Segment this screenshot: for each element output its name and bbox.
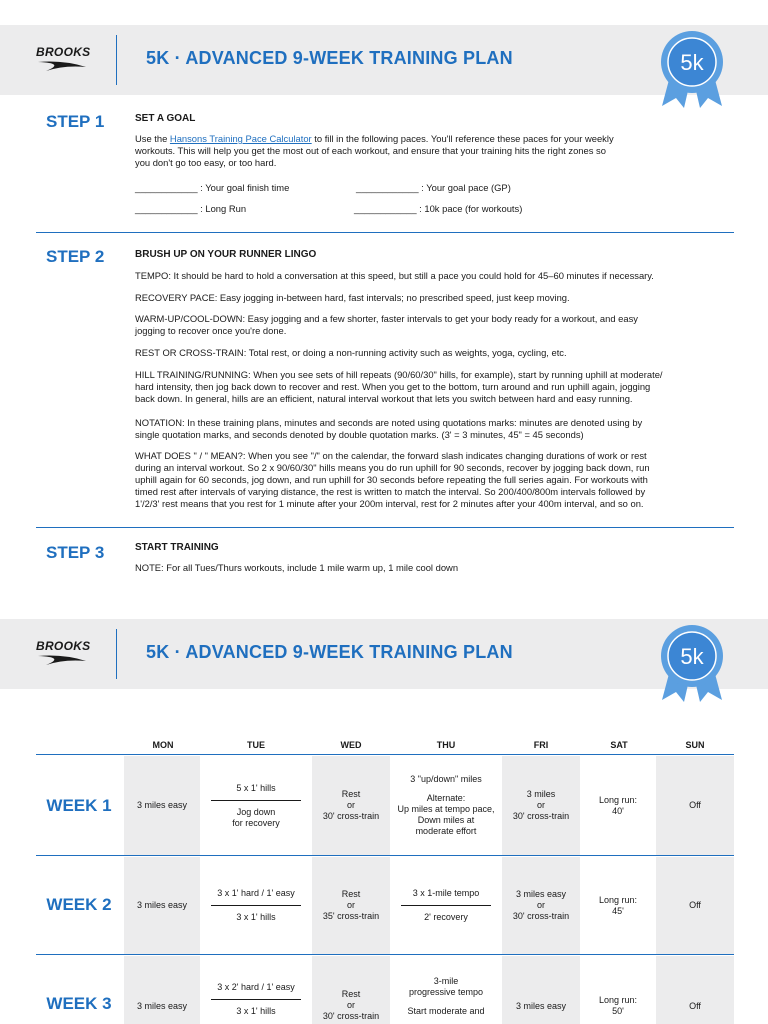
week3-sat: Long run: 50': [598, 995, 638, 1016]
5k-ribbon-badge-icon: [654, 30, 730, 108]
week3-wed: Rest or 30' cross-train: [312, 956, 390, 1024]
table-header-rule: [36, 754, 734, 755]
week1-wed: Rest or 30' cross-train: [312, 756, 390, 855]
col-tue: TUE: [247, 740, 265, 750]
step-1-intro: Use the Hansons Training Pace Calculator to fill in the following paces. You'll reference these paces for your weekly workouts. This will help you get the most out of each workout, and ensure that your training hits the right zones so you don't go too easy, or too hard.: [135, 133, 614, 168]
step-2-heading: BRUSH UP ON YOUR RUNNER LINGO: [135, 249, 317, 260]
section-divider: [36, 527, 734, 528]
svg-text:5k: 5k: [680, 50, 704, 75]
week2-fri: 3 miles easy or 30' cross-train: [502, 857, 580, 954]
warmup-definition: WARM-UP/COOL-DOWN: Easy jogging and a few shorter, faster intervals to get your body ready for a workout, and easy jogging to recover once you're done.: [135, 313, 638, 336]
page-title: 5K · ADVANCED 9-WEEK TRAINING PLAN: [146, 642, 513, 662]
long-run-field: ____________ : Long Run: [135, 203, 247, 214]
goal-finish-time-field: ____________ : Your goal finish time: [135, 182, 290, 193]
page-header-1: [0, 25, 768, 95]
week-row: [36, 857, 734, 954]
step-3-label: STEP 3: [46, 543, 105, 562]
week3-fri: 3 miles easy: [502, 956, 580, 1024]
week3-thu: 3-mile progressive tempo Start moderate and: [407, 976, 485, 1016]
brooks-chevron-icon: [36, 59, 92, 73]
week-divider: [36, 954, 734, 955]
week1-thu: 3 "up/down" miles Alternate: Up miles at tempo pace, Down miles at moderate effort: [397, 774, 495, 836]
col-sun: SUN: [685, 740, 705, 750]
week-divider: [36, 855, 734, 856]
week-label: WEEK 3: [46, 994, 112, 1013]
col-fri: FRI: [533, 740, 549, 750]
week2-mon: 3 miles easy: [124, 857, 200, 954]
week2-sat: Long run: 45': [598, 894, 638, 916]
week1-mon: 3 miles easy: [124, 756, 200, 855]
week2-wed: Rest or 35' cross-train: [312, 857, 390, 954]
brooks-logo: BROOKS: [36, 639, 96, 669]
week1-tue: 5 x 1' hills Jog down for recovery: [200, 756, 312, 855]
header-divider: [116, 35, 117, 85]
step-1-label: STEP 1: [46, 112, 105, 131]
week-label: WEEK 1: [46, 796, 112, 815]
week-row: [36, 756, 734, 855]
brooks-chevron-icon: [36, 653, 92, 667]
slash-definition: WHAT DOES " / " MEAN?: When you see "/" on the calendar, the forward slash indicates changing durations of work or rest during an interval workout. So 2 x 90/60/30" hills means you do run uphill for 90 seconds, recover by jogging back down, run uphill again for 60 seconds, jog down, and run uphill for 30 seconds before repeating the full series again. For workouts with timed rest after intervals of varying distance, the rest is written to match the interval. So 200/400/800m intervals followed by 1'/2/3' rest means that you rest for 1 minute after your 200m interval, rest for 2 minutes after your 400m interval, and so on.: [135, 450, 650, 509]
5k-ribbon-badge-icon: [654, 624, 730, 702]
step-3-note: NOTE: For all Tues/Thurs workouts, include 1 mile warm up, 1 mile cool down: [135, 562, 459, 573]
col-mon: MON: [152, 740, 174, 750]
week3-sun: Off: [656, 956, 734, 1024]
header-divider: [116, 629, 117, 679]
10k-pace-field: ____________ : 10k pace (for workouts): [354, 203, 523, 214]
week2-thu: 3 x 1-mile tempo 2' recovery: [390, 857, 502, 954]
week3-tue: 3 x 2' hard / 1' easy 3 x 1' hills: [200, 956, 312, 1024]
notation-definition: NOTATION: In these training plans, minutes and seconds are noted using quotations marks: minutes are denoted using by single quotation marks, and seconds denoted by double quotation marks. (3' = 3 minutes, 45" = 45 seconds): [135, 417, 643, 440]
week-row: [36, 956, 734, 1024]
tempo-definition: TEMPO: It should be hard to hold a conversation at this speed, but still a pace you could hold for 45–60 minutes if necessary.: [135, 270, 654, 281]
step-3-heading: START TRAINING: [135, 542, 219, 553]
col-wed: WED: [340, 740, 362, 750]
rest-definition: REST OR CROSS-TRAIN: Total rest, or doing a non-running activity such as weights, yoga, cycling, etc.: [135, 347, 567, 358]
week2-sun: Off: [656, 857, 734, 954]
week-label: WEEK 2: [46, 895, 112, 914]
week2-tue: 3 x 1' hard / 1' easy 3 x 1' hills: [200, 857, 312, 954]
week1-sun: Off: [656, 756, 734, 855]
week3-mon: 3 miles easy: [124, 956, 200, 1024]
col-thu: THU: [436, 740, 456, 750]
pace-calculator-link[interactable]: Hansons Training Pace Calculator: [169, 133, 312, 144]
page-title: 5K · ADVANCED 9-WEEK TRAINING PLAN: [146, 48, 513, 68]
page-header-2: [0, 619, 768, 689]
week1-fri: 3 miles or 30' cross-train: [502, 756, 580, 855]
step-2-label: STEP 2: [46, 247, 105, 266]
step-1-heading: SET A GOAL: [135, 113, 196, 124]
col-sat: SAT: [610, 740, 628, 750]
brooks-logo: BROOKS: [36, 45, 96, 75]
section-divider: [36, 232, 734, 233]
goal-pace-field: ____________ : Your goal pace (GP): [356, 182, 511, 193]
recovery-definition: RECOVERY PACE: Easy jogging in-between hard, fast intervals; no prescribed speed, just keep moving.: [135, 292, 570, 303]
week1-sat: Long run: 40': [598, 794, 638, 816]
svg-text:5k: 5k: [680, 644, 704, 669]
hill-definition: HILL TRAINING/RUNNING: When you see sets of hill repeats (90/60/30" hills, for example), start by running uphill at moderate/ hard intensity, then jog back down to recover and rest. When you get to the bottom, turn around and run uphill again, jogging back down. In general, hills are an efficient, natural interval workout that lets you switch between hard and easy running.: [135, 369, 663, 404]
